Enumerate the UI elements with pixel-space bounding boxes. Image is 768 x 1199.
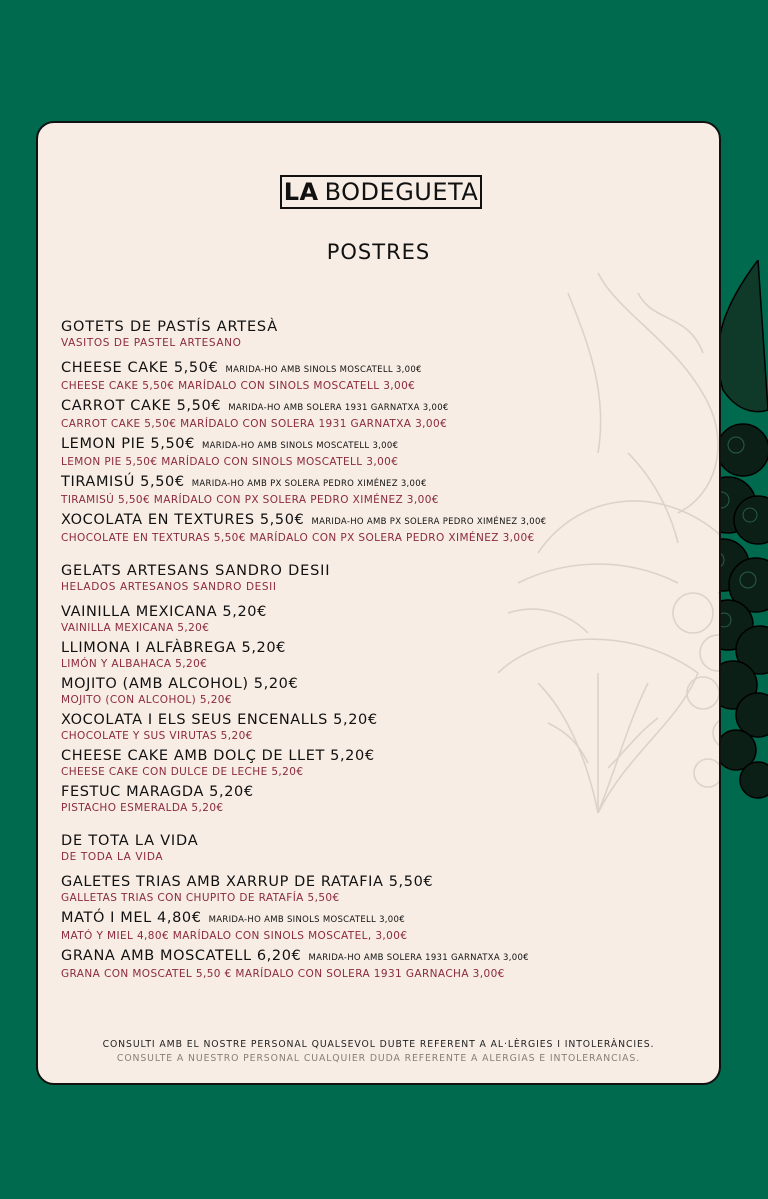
menu-content [61,318,701,998]
item-spanish: CHOCOLATE Y SUS VIRUTAS 5,20€ [61,730,253,742]
item-spanish: MATÓ Y MIEL 4,80€ MARÍDALO CON SINOLS MOSCATEL, 3,00€ [61,930,408,942]
item-spanish: LIMÓN Y ALBAHACA 5,20€ [61,658,208,670]
section-subtitle: VASITOS DE PASTEL ARTESANO [61,337,242,349]
menu-item [61,872,701,906]
page-title: POSTRES [326,240,431,264]
item-name: MOJITO (AMB ALCOHOL) 5,20€ [61,676,299,692]
menu-item [61,710,701,744]
item-name: CARROT CAKE 5,50€ [61,398,222,414]
item-spanish: CHEESE CAKE CON DULCE DE LECHE 5,20€ [61,766,304,778]
item-pairing: MARIDA-HO AMB PX SOLERA PEDRO XIMÉNEZ 3,00€ [311,517,547,527]
item-pairing: MARIDA-HO AMB SOLERA 1931 GARNATXA 3,00€ [308,953,529,963]
logo-light-text: BODEGUETA [324,178,479,206]
allergen-notice-spanish: CONSULTE A NUESTRO PERSONAL CUALQUIER DUDA REFERENTE A ALERGIAS E INTOLERANCIAS. [116,1053,641,1064]
item-name: CHEESE CAKE 5,50€ [61,360,219,376]
item-spanish: PISTACHO ESMERALDA 5,20€ [61,802,224,814]
item-pairing: MARIDA-HO AMB SINOLS MOSCATELL 3,00€ [225,365,422,375]
allergen-notice [38,1038,719,1066]
item-spanish: LEMON PIE 5,50€ MARÍDALO CON SINOLS MOSCATELL 3,00€ [61,456,399,468]
item-pairing: MARIDA-HO AMB SOLERA 1931 GARNATXA 3,00€ [228,403,449,413]
item-spanish: CARROT CAKE 5,50€ MARÍDALO CON SOLERA 1931 GARNATXA 3,00€ [61,418,448,430]
item-name: GRANA AMB MOSCATELL 6,20€ [61,948,302,964]
menu-item [61,746,701,780]
item-name: TIRAMISÚ 5,50€ [61,474,185,490]
item-spanish: MOJITO (CON ALCOHOL) 5,20€ [61,694,232,706]
logo-bold-text: LA [283,178,319,206]
item-pairing: MARIDA-HO AMB PX SOLERA PEDRO XIMÉNEZ 3,00€ [191,479,427,489]
menu-card [36,121,721,1085]
menu-item [61,510,701,546]
menu-section [61,832,701,982]
item-name: GALETES TRIAS AMB XARRUP DE RATAFIA 5,50€ [61,874,434,890]
item-spanish: GRANA CON MOSCATEL 5,50 € MARÍDALO CON SOLERA 1931 GARNACHA 3,00€ [61,968,505,980]
item-name: XOCOLATA I ELS SEUS ENCENALLS 5,20€ [61,712,378,728]
section-title: GELATS ARTESANS SANDRO DESII [61,563,331,579]
menu-item [61,602,701,636]
menu-item [61,674,701,708]
menu-item [61,434,701,470]
item-pairing: MARIDA-HO AMB SINOLS MOSCATELL 3,00€ [208,915,405,925]
item-pairing: MARIDA-HO AMB SINOLS MOSCATELL 3,00€ [202,441,399,451]
section-subtitle: HELADOS ARTESANOS SANDRO DESII [61,581,277,593]
allergen-notice-catalan: CONSULTI AMB EL NOSTRE PERSONAL QUALSEVOL DUBTE REFERENT A AL·LÈRGIES I INTOLERÀNCIES. [102,1039,655,1050]
item-spanish: CHEESE CAKE 5,50€ MARÍDALO CON SINOLS MOSCATELL 3,00€ [61,380,416,392]
menu-item [61,638,701,672]
item-spanish: TIRAMISÚ 5,50€ MARÍDALO CON PX SOLERA PEDRO XIMÉNEZ 3,00€ [61,494,439,506]
menu-item [61,782,701,816]
item-name: LLIMONA I ALFÀBREGA 5,20€ [61,640,287,656]
item-name: FESTUC MARAGDA 5,20€ [61,784,254,800]
item-name: MATÓ I MEL 4,80€ [61,910,202,926]
restaurant-logo [280,175,482,209]
menu-item [61,472,701,508]
menu-item [61,358,701,394]
item-name: LEMON PIE 5,50€ [61,436,195,452]
item-spanish: CHOCOLATE EN TEXTURAS 5,50€ MARÍDALO CON PX SOLERA PEDRO XIMÉNEZ 3,00€ [61,532,535,544]
section-title: DE TOTA LA VIDA [61,833,199,849]
section-title: GOTETS DE PASTÍS ARTESÀ [61,319,278,335]
item-spanish: VAINILLA MEXICANA 5,20€ [61,622,210,634]
menu-item [61,946,701,982]
section-subtitle: DE TODA LA VIDA [61,851,164,863]
menu-section [61,562,701,816]
menu-section [61,318,701,546]
item-name: VAINILLA MEXICANA 5,20€ [61,604,267,620]
item-name: XOCOLATA EN TEXTURES 5,50€ [61,512,305,528]
menu-item [61,396,701,432]
item-name: CHEESE CAKE AMB DOLÇ DE LLET 5,20€ [61,748,375,764]
menu-item [61,908,701,944]
item-spanish: GALLETAS TRIAS CON CHUPITO DE RATAFÍA 5,50€ [61,892,340,904]
